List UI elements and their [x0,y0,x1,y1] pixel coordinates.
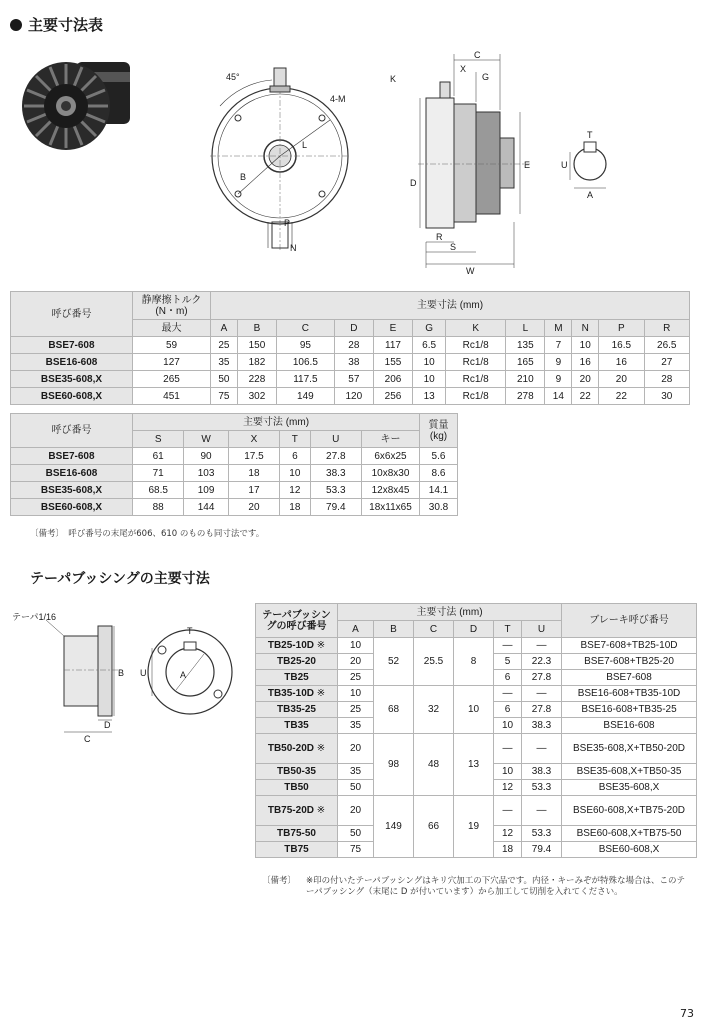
value-cell: Rc1/8 [446,371,506,388]
dim-b-label: B [240,172,247,182]
value-a-cell: 50 [338,780,374,796]
dim-w-label: W [466,266,475,276]
drill-mark: ※ [313,688,326,699]
value-cell: 35 [211,354,238,371]
dim-taper-t-label: T [187,626,193,636]
bushing-model-text: TB75-50 [277,828,316,839]
col-header-dim: U [522,621,562,638]
dim-taper-c-label: C [84,734,91,744]
table-row [256,796,697,826]
col-header-dim: T [280,431,310,448]
value-cell: 10 [280,465,310,482]
value-cell: Rc1/8 [446,337,506,354]
model-cell: BSE16-608 [11,465,133,482]
dim-angle-label: 45° [226,72,240,82]
col-header-torque: 静摩擦トルク (N・m) [133,292,211,320]
value-t-cell: 12 [494,780,522,796]
brake-model-cell: BSE7-608+TB25-10D [562,638,697,654]
bushing-model-cell [256,842,338,858]
bushing-model-cell [256,780,338,796]
value-a-cell: 20 [338,796,374,826]
value-cell: 182 [237,354,276,371]
value-u-cell: 79.4 [522,842,562,858]
value-u-cell: — [522,796,562,826]
value-cell: 17.5 [228,448,279,465]
col-header-d: D [334,320,373,337]
torque-cell: 451 [133,388,211,405]
value-u-cell: — [522,734,562,764]
keyway-drawing [560,130,620,200]
dim-p-label: P [284,218,291,228]
bushing-model-text: TB25-10D [267,640,314,651]
brake-model-cell: BSE35-608,X [562,780,697,796]
bushing-model-text: TB50 [284,782,309,793]
value-cell: 6 [280,448,310,465]
col-header-b: B [237,320,276,337]
mass-cell: 14.1 [420,482,458,499]
brake-model-cell: BSE35-608,X+TB50-35 [562,764,697,780]
value-c-cell: 32 [414,686,454,734]
value-cell: 10 [413,371,446,388]
bushing-model-text: TB35 [284,720,309,731]
col-header-n: N [572,320,599,337]
dim-e-label: E [524,160,531,170]
value-a-cell: 10 [338,638,374,654]
value-cell: 109 [184,482,228,499]
value-t-cell: — [494,734,522,764]
col-header-dim: C [414,621,454,638]
value-c-cell: 25.5 [414,638,454,686]
side-view-drawing [380,46,540,276]
dim-key-t-label: T [587,130,593,140]
col-header-dim: キー [362,431,420,448]
drill-mark: ※ [313,805,326,816]
value-cell: 28 [334,337,373,354]
value-cell: 10 [413,354,446,371]
value-cell: 71 [133,465,184,482]
value-cell: 103 [184,465,228,482]
value-cell: Rc1/8 [446,388,506,405]
value-d-cell: 8 [454,638,494,686]
value-t-cell: 12 [494,826,522,842]
bushing-model-text: TB35-25 [277,704,316,715]
dim-taper-u-label: U [140,668,147,678]
table-row [11,482,458,499]
col-header-c: C [277,320,335,337]
value-cell: 302 [237,388,276,405]
dim-s-label: S [450,242,457,252]
col-header-dims: 主要寸法 (mm) [133,414,420,431]
table-row [11,465,458,482]
value-u-cell: 38.3 [522,718,562,734]
value-t-cell: — [494,796,522,826]
drill-mark: ※ [313,640,326,651]
col-header-mass: 質量 (kg) [420,414,458,448]
value-cell: 61 [133,448,184,465]
col-header-dims: 主要寸法 (mm) [211,292,690,320]
table-row [11,337,690,354]
value-cell: 206 [373,371,412,388]
value-b-cell: 52 [374,638,414,686]
bushing-model-cell [256,826,338,842]
value-t-cell: — [494,638,522,654]
bullet-icon [10,19,22,31]
bushing-model-cell [256,686,338,702]
value-cell: 20 [572,371,599,388]
value-u-cell: 27.8 [522,702,562,718]
model-cell: BSE60-608,X [11,499,133,516]
value-u-cell: — [522,686,562,702]
mass-cell: 30.8 [420,499,458,516]
bushing-model-cell [256,734,338,764]
value-cell: 20 [599,371,644,388]
bushing-model-cell [256,718,338,734]
col-header-m: M [545,320,572,337]
value-t-cell: 6 [494,702,522,718]
dim-k-label: K [390,74,397,84]
value-u-cell: 38.3 [522,764,562,780]
value-cell: 144 [184,499,228,516]
value-d-cell: 10 [454,686,494,734]
bushing-model-cell [256,702,338,718]
col-header-e: E [373,320,412,337]
value-a-cell: 10 [338,686,374,702]
value-cell: 79.4 [310,499,361,516]
bushing-model-text: TB50-20D [267,743,314,754]
dim-holes-label: 4-M [330,94,346,104]
value-d-cell: 19 [454,796,494,858]
table-row [256,734,697,764]
col-header-l: L [506,320,545,337]
value-cell: 57 [334,371,373,388]
bushing-note [262,876,692,898]
dim-key-a-label: A [587,190,594,200]
dim-c-label: C [474,50,481,60]
col-header-dim: A [338,621,374,638]
col-header-dim: T [494,621,522,638]
value-cell: 22 [599,388,644,405]
bushing-model-cell [256,764,338,780]
table-row [11,499,458,516]
bushing-model-cell [256,638,338,654]
value-cell: 9 [545,354,572,371]
value-cell: 6.5 [413,337,446,354]
value-cell: 22 [572,388,599,405]
bushing-model-text: TB25 [284,672,309,683]
dim-g-label: G [482,72,490,82]
value-t-cell: — [494,686,522,702]
value-t-cell: 10 [494,764,522,780]
torque-cell: 127 [133,354,211,371]
value-cell: 27 [644,354,689,371]
value-cell: 88 [133,499,184,516]
dim-r-label: R [436,232,443,242]
col-header-dim: X [228,431,279,448]
col-header-dim: D [454,621,494,638]
value-cell: 18 [280,499,310,516]
dim-x-label: X [460,64,467,74]
value-cell: 165 [506,354,545,371]
col-header-dim: W [184,431,228,448]
value-cell: 30 [644,388,689,405]
value-cell: 228 [237,371,276,388]
value-cell: 9 [545,371,572,388]
col-header-bushing: テーパブッシン グの呼び番号 [256,604,338,638]
value-a-cell: 75 [338,842,374,858]
value-cell: 90 [184,448,228,465]
value-cell: 28 [644,371,689,388]
brake-model-cell: BSE60-608,X+TB75-50 [562,826,697,842]
model-cell: BSE60-608,X [11,388,133,405]
value-cell: 38.3 [310,465,361,482]
value-cell: 117.5 [277,371,335,388]
value-a-cell: 25 [338,702,374,718]
brake-model-cell: BSE60-608,X+TB75-20D [562,796,697,826]
col-header-model: 呼び番号 [11,292,133,337]
dim-taper-d-label: D [104,720,111,730]
model-cell: BSE7-608 [11,448,133,465]
page-number: 73 [680,1007,694,1020]
value-cell: 210 [506,371,545,388]
value-cell: 25 [211,337,238,354]
value-cell: 50 [211,371,238,388]
value-u-cell: 53.3 [522,826,562,842]
value-cell: 12 [280,482,310,499]
col-header-brake: ブレーキ呼び番号 [562,604,697,638]
value-cell: 16 [599,354,644,371]
value-cell: 16 [572,354,599,371]
value-t-cell: 5 [494,654,522,670]
value-cell: 13 [413,388,446,405]
value-cell: 155 [373,354,412,371]
brake-model-cell: BSE16-608+TB35-10D [562,686,697,702]
value-b-cell: 98 [374,734,414,796]
value-cell: Rc1/8 [446,354,506,371]
value-a-cell: 20 [338,734,374,764]
dim-taper-b-label: B [118,668,125,678]
torque-cell: 265 [133,371,211,388]
bushing-model-cell [256,670,338,686]
table-row [256,686,697,702]
section-title-taper: テーパブッシングの主要寸法 [30,571,210,587]
mass-cell: 8.6 [420,465,458,482]
bushing-note-label: 〔備考〕 [262,876,297,886]
col-header-model: 呼び番号 [11,414,133,448]
bushing-model-text: TB35-10D [267,688,314,699]
col-header-p: P [599,320,644,337]
value-t-cell: 10 [494,718,522,734]
model-cell: BSE16-608 [11,354,133,371]
bushing-model-text: TB75 [284,844,309,855]
table-row [256,638,697,654]
value-t-cell: 6 [494,670,522,686]
mass-cell: 5.6 [420,448,458,465]
value-b-cell: 149 [374,796,414,858]
value-cell: 75 [211,388,238,405]
value-cell: 18 [228,465,279,482]
brake-model-cell: BSE7-608+TB25-20 [562,654,697,670]
value-cell: 135 [506,337,545,354]
value-d-cell: 13 [454,734,494,796]
value-a-cell: 35 [338,718,374,734]
model-cell: BSE35-608,X [11,371,133,388]
value-cell: 10 [572,337,599,354]
bushing-note-text: ※印の付いたテーパブッシングはキリ穴加工の下穴品です。内径・キーみぞが特殊な場合は、このテーパブッシング（末尾に D が付いています）から加工して切削を入れてください。 [306,876,686,898]
value-cell: 10x8x30 [362,465,420,482]
value-cell: 150 [237,337,276,354]
dim-key-u-label: U [561,160,568,170]
drill-mark: ※ [313,743,326,754]
col-header-dims: 主要寸法 (mm) [338,604,562,621]
bushing-model-cell [256,796,338,826]
value-cell: 26.5 [644,337,689,354]
dimension-table-secondary [10,413,458,516]
table-note: 〔備考〕 呼び番号の末尾が606、610 のものも同寸法です。 [30,529,265,539]
brake-model-cell: BSE60-608,X [562,842,697,858]
col-header-g: G [413,320,446,337]
model-cell: BSE35-608,X [11,482,133,499]
value-c-cell: 66 [414,796,454,858]
page-title [10,14,103,35]
value-cell: 14 [545,388,572,405]
table-row [11,448,458,465]
value-cell: 27.8 [310,448,361,465]
dim-d-label: D [410,178,417,188]
value-u-cell: 53.3 [522,780,562,796]
value-u-cell: 22.3 [522,654,562,670]
value-cell: 18x11x65 [362,499,420,516]
front-view-drawing [190,46,370,266]
value-cell: 106.5 [277,354,335,371]
value-cell: 256 [373,388,412,405]
col-header-a: A [211,320,238,337]
value-cell: 38 [334,354,373,371]
dim-taper-label: テーパ1/16 [12,612,57,622]
model-cell: BSE7-608 [11,337,133,354]
brake-model-cell: BSE16-608 [562,718,697,734]
value-cell: 17 [228,482,279,499]
value-cell: 16.5 [599,337,644,354]
table-row [11,354,690,371]
value-b-cell: 68 [374,686,414,734]
value-cell: 95 [277,337,335,354]
table-row [11,388,690,405]
col-header-r: R [644,320,689,337]
section-title: 主要寸法表 [28,16,104,34]
value-cell: 20 [228,499,279,516]
value-a-cell: 20 [338,654,374,670]
value-a-cell: 35 [338,764,374,780]
value-cell: 278 [506,388,545,405]
dim-l-label: L [302,140,308,150]
brake-photo [14,42,132,160]
value-cell: 149 [277,388,335,405]
value-cell: 6x6x25 [362,448,420,465]
dim-taper-a-label: A [180,670,187,680]
dim-n-label: N [290,243,297,253]
value-t-cell: 18 [494,842,522,858]
value-cell: 53.3 [310,482,361,499]
value-a-cell: 25 [338,670,374,686]
taper-bushing-side-drawing [10,612,130,747]
bushing-model-text: TB75-20D [267,805,314,816]
value-cell: 68.5 [133,482,184,499]
bushing-model-cell [256,654,338,670]
taper-bushing-table [255,603,697,858]
value-cell: 12x8x45 [362,482,420,499]
value-u-cell: 27.8 [522,670,562,686]
value-cell: 7 [545,337,572,354]
col-header-max: 最大 [133,320,211,337]
col-header-dim: U [310,431,361,448]
col-header-k: K [446,320,506,337]
brake-model-cell: BSE7-608 [562,670,697,686]
value-cell: 120 [334,388,373,405]
brake-model-cell: BSE35-608,X+TB50-20D [562,734,697,764]
value-a-cell: 50 [338,826,374,842]
table-row [11,371,690,388]
value-c-cell: 48 [414,734,454,796]
bushing-model-text: TB25-20 [277,656,316,667]
col-header-dim: B [374,621,414,638]
taper-bushing-front-drawing [132,612,247,732]
torque-cell: 59 [133,337,211,354]
value-u-cell: — [522,638,562,654]
bushing-model-text: TB50-35 [277,766,316,777]
dimension-table-main [10,291,690,405]
col-header-dim: S [133,431,184,448]
brake-model-cell: BSE16-608+TB35-25 [562,702,697,718]
value-cell: 117 [373,337,412,354]
